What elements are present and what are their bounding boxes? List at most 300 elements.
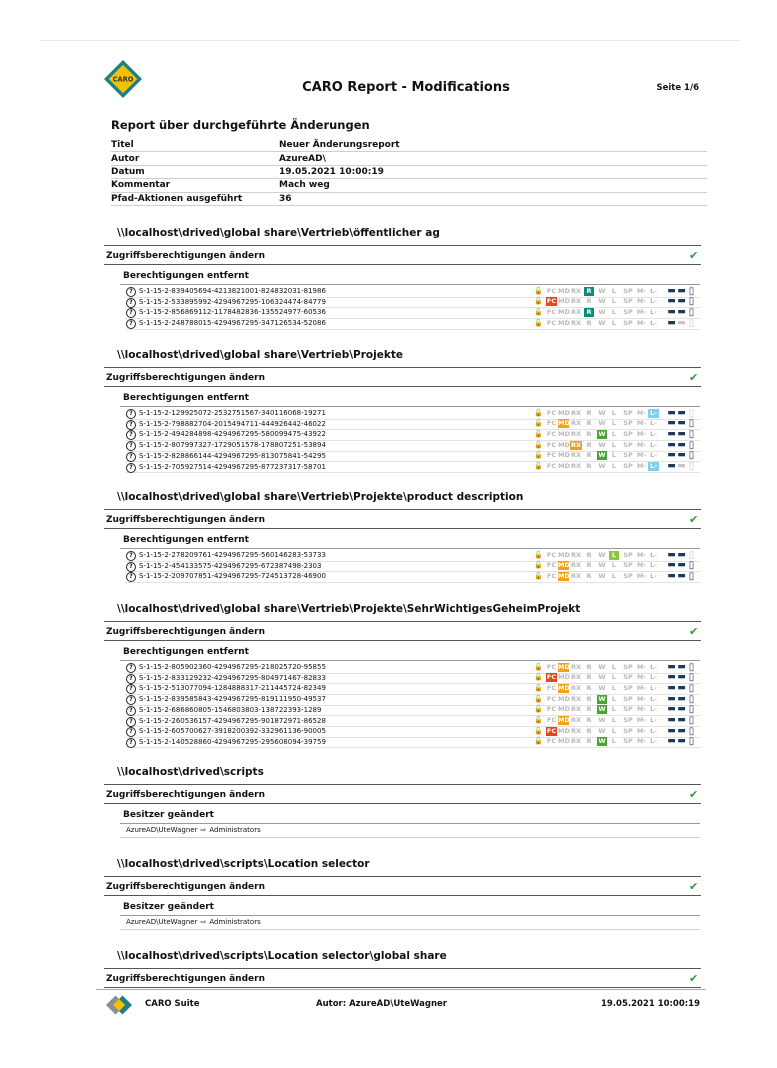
perm-flag-ml: L- <box>650 307 657 316</box>
perm-flag-l: L <box>611 318 617 327</box>
perm-flag-sp: SP <box>623 451 633 460</box>
perm-flag-l: L <box>609 551 619 560</box>
perm-flag-mm: M- <box>636 550 647 559</box>
success-check-icon: ✔ <box>689 880 699 893</box>
perm-flag-md: MD <box>558 694 570 703</box>
perm-flag-mm: M- <box>636 726 647 735</box>
lock-icon: 🔓 <box>534 561 543 570</box>
perm-flag-rx: RX <box>570 737 582 746</box>
perm-flag-r: R <box>586 726 592 735</box>
perm-flag-md: MD <box>558 462 570 470</box>
path-heading: \\localhost\drived\global share\Vertrieb\Projekte <box>117 349 403 361</box>
action-divider <box>104 895 701 896</box>
perm-flag-rx: RX <box>570 462 582 470</box>
folder-open-icon: ▬ <box>677 570 686 581</box>
perm-flag-fc: FC <box>546 673 557 682</box>
perm-flag-fc: FC <box>546 705 557 714</box>
lock-icon: 🔓 <box>534 307 543 316</box>
file-icon: ▯ <box>688 693 695 705</box>
file-icon: ▯ <box>688 682 695 694</box>
summary-key: Autor <box>111 152 279 165</box>
perm-flag-l: L <box>611 673 617 682</box>
sub-divider <box>120 660 700 661</box>
folder-icon: ▬ <box>667 306 676 317</box>
perm-flag-l: L <box>611 419 617 428</box>
perm-flag-fc: FC <box>546 429 557 438</box>
perm-flag-ml: L- <box>650 297 657 306</box>
file-icon: ▯ <box>688 428 695 440</box>
file-icon: ▯ <box>688 439 695 451</box>
perm-flag-rx: RX <box>570 297 582 306</box>
lock-icon: 🔓 <box>534 318 543 327</box>
lock-icon: 🔓 <box>534 683 543 692</box>
perm-flag-sp: SP <box>623 705 633 714</box>
action-heading: Zugriffsberechtigungen ändern <box>106 515 265 525</box>
perm-flag-fc: FC <box>546 297 557 306</box>
unknown-sid-icon: ? <box>126 452 136 462</box>
summary-row <box>111 152 707 165</box>
action-heading: Zugriffsberechtigungen ändern <box>106 882 265 892</box>
perm-flag-sp: SP <box>623 286 633 295</box>
perm-flag-md: MD <box>558 429 570 438</box>
path-divider <box>104 367 701 368</box>
folder-open-icon: ▬ <box>677 407 686 418</box>
perm-flag-ml: L- <box>650 286 657 295</box>
lock-icon: 🔓 <box>534 462 543 470</box>
sid-label: S-1-15-2-454133575-4294967295-672387498-2303 <box>139 561 322 570</box>
unknown-sid-icon: ? <box>126 409 136 419</box>
perm-flag-r: R <box>584 287 594 296</box>
perm-flag-rx: RX <box>570 694 582 703</box>
perm-flag-mm: M- <box>636 307 647 316</box>
unknown-sid-icon: ? <box>126 727 136 737</box>
perm-flag-w: W <box>598 662 606 671</box>
summary-value: AzureAD\ <box>279 152 707 165</box>
action-divider <box>104 803 701 804</box>
owner-divider <box>120 929 700 930</box>
perm-flag-ml: L- <box>648 462 659 471</box>
file-icon: ▯ <box>688 461 695 472</box>
folder-icon: ▬ <box>667 725 676 736</box>
summary-value: 19.05.2021 10:00:19 <box>279 165 707 178</box>
arrow-right-icon: ⇨ <box>200 918 207 926</box>
owner-from: AzureAD\UteWagner <box>126 918 198 926</box>
perm-flag-sp: SP <box>623 419 633 428</box>
folder-open-icon: ▬ <box>677 439 686 450</box>
perm-flag-rx: RX <box>570 571 582 580</box>
folder-open-icon: ▬ <box>677 296 686 307</box>
success-check-icon: ✔ <box>689 625 699 638</box>
sub-heading: Besitzer geändert <box>123 902 214 912</box>
sid-label: S-1-15-2-798882704-2015494711-444926442-46022 <box>139 419 326 428</box>
action-divider <box>104 264 701 265</box>
perm-flag-fc: FC <box>546 726 557 735</box>
sid-label: S-1-15-2-856869112-1178482836-135524977-60536 <box>139 308 326 317</box>
perm-flag-w: W <box>598 408 606 417</box>
perm-flag-mm: M- <box>636 419 647 428</box>
file-icon: ▯ <box>688 715 695 726</box>
perm-flag-sp: SP <box>623 571 633 580</box>
perm-flag-w: W <box>598 307 606 316</box>
perm-flag-mm: M- <box>636 737 647 746</box>
perm-flag-mm: M- <box>636 429 647 438</box>
unknown-sid-icon: ? <box>126 319 136 329</box>
unknown-sid-icon: ? <box>126 706 136 716</box>
folder-open-icon: ▬ <box>677 560 686 571</box>
sid-label: S-1-15-2-260536157-4294967295-901872971-86528 <box>139 716 326 725</box>
unknown-sid-icon: ? <box>126 663 136 673</box>
sid-label: S-1-15-2-533895992-4294967295-106324474-84779 <box>139 297 326 306</box>
summary-key: Pfad-Aktionen ausgeführt <box>111 192 279 205</box>
perm-flag-r: R <box>586 694 592 703</box>
sub-divider <box>120 548 700 549</box>
perm-flag-md: MD <box>558 561 570 570</box>
summary-value: Mach weg <box>279 179 707 192</box>
lock-icon: 🔓 <box>534 429 543 438</box>
path-heading: \\localhost\drived\scripts\Location selector\global share <box>117 950 447 962</box>
perm-flag-r: R <box>586 550 592 559</box>
lock-icon: 🔓 <box>534 716 543 724</box>
action-divider <box>104 640 701 641</box>
unknown-sid-icon: ? <box>126 463 136 473</box>
perm-flag-md: MD <box>558 297 570 306</box>
file-icon: ▯ <box>688 725 695 737</box>
perm-flag-ml: L- <box>650 705 657 714</box>
perm-flag-rx: RX <box>570 440 582 449</box>
perm-flag-md: MD <box>558 451 570 460</box>
lock-icon: 🔓 <box>534 571 543 580</box>
unknown-sid-icon: ? <box>126 695 136 705</box>
perm-flag-w: W <box>598 550 606 559</box>
perm-flag-sp: SP <box>623 307 633 316</box>
sid-label: S-1-15-2-839405694-4213821001-824832031-81986 <box>139 287 326 295</box>
lock-icon: 🔓 <box>534 440 543 449</box>
perm-flag-sp: SP <box>623 550 633 559</box>
folder-icon: ▬ <box>667 407 676 418</box>
sid-label: S-1-15-2-805902360-4294967295-218025720-95855 <box>139 663 326 671</box>
sub-heading: Besitzer geändert <box>123 810 214 820</box>
perm-flag-mm: M- <box>636 318 647 327</box>
perm-flag-mm: M- <box>636 683 647 692</box>
perm-flag-r: R <box>586 408 592 417</box>
action-heading: Zugriffsberechtigungen ändern <box>106 251 265 261</box>
folder-open-icon: ▬ <box>677 661 686 672</box>
svg-text:CARO: CARO <box>112 75 134 84</box>
sid-label: S-1-15-2-605700627-3918200392-332961136-90005 <box>139 727 326 736</box>
summary-table <box>111 139 707 206</box>
folder-icon: ▬ <box>667 549 676 560</box>
perm-flag-fc: FC <box>546 694 557 703</box>
perm-flag-fc: FC <box>546 286 557 295</box>
perm-flag-mm: M- <box>636 451 647 460</box>
perm-flag-md: MD <box>558 550 570 559</box>
perm-flag-rx: RX <box>570 318 582 327</box>
perm-flag-fc: FC <box>546 550 557 559</box>
perm-flag-rx: RX <box>570 451 582 460</box>
perm-flag-w: W <box>598 683 606 692</box>
perm-flag-fc: FC <box>546 662 557 671</box>
footer-author: Autor: AzureAD\UteWagner <box>316 999 447 1009</box>
perm-flag-w: W <box>598 726 606 735</box>
perm-flag-r: R <box>586 440 592 449</box>
unknown-sid-icon: ? <box>126 674 136 684</box>
perm-flag-rx: RX <box>570 561 582 570</box>
folder-open-icon: ▬ <box>677 549 686 560</box>
sid-label: S-1-15-2-807997327-1729051578-178807251-53894 <box>139 441 326 450</box>
perm-flag-rx: RX <box>570 716 582 724</box>
success-check-icon: ✔ <box>689 371 699 384</box>
sub-heading: Berechtigungen entfernt <box>123 647 249 657</box>
perm-flag-ml: L- <box>650 451 657 460</box>
sid-label: S-1-15-2-248788015-4294967295-347126534-52086 <box>139 319 326 328</box>
perm-flag-sp: SP <box>623 318 633 327</box>
perm-flag-l: L <box>611 737 617 746</box>
perm-flag-md: MD <box>558 737 570 746</box>
unknown-sid-icon: ? <box>126 441 136 451</box>
perm-flag-ml: L- <box>650 694 657 703</box>
file-icon: ▯ <box>688 407 695 419</box>
perm-flag-mm: M- <box>636 716 647 724</box>
perm-flag-r: R <box>584 308 594 317</box>
permission-row <box>126 737 700 749</box>
sid-label: S-1-15-2-129925072-2532751567-340116068-19271 <box>139 409 326 417</box>
perm-flag-l: L <box>611 408 617 417</box>
perm-flag-rx: RX <box>570 286 582 295</box>
perm-flag-rx: RX <box>570 419 582 428</box>
folder-open-icon: ▬ <box>677 306 686 317</box>
perm-flag-md: MD <box>558 726 570 735</box>
footer-divider <box>96 989 706 990</box>
folder-icon: ▬ <box>667 296 676 307</box>
folder-icon: ▬ <box>667 285 676 296</box>
perm-flag-w: W <box>598 737 606 746</box>
perm-flag-l: L <box>611 662 617 671</box>
perm-flag-sp: SP <box>623 737 633 746</box>
sid-label: S-1-15-2-494284898-4294967295-580099475-43922 <box>139 430 326 439</box>
perm-flag-l: L <box>611 462 617 470</box>
summary-key: Kommentar <box>111 179 279 192</box>
folder-icon: ▬ <box>667 428 676 439</box>
perm-flag-r: R <box>586 737 592 746</box>
unknown-sid-icon: ? <box>126 717 136 727</box>
perm-flag-l: L <box>611 451 617 460</box>
perm-flag-l: L <box>611 716 617 724</box>
sid-label: S-1-15-2-833129232-4294967295-804971467-82833 <box>139 673 326 682</box>
perm-flag-md: MD <box>558 683 570 692</box>
folder-open-icon: ▬ <box>677 693 686 704</box>
sid-label: S-1-15-2-513077094-1284888317-211445724-82349 <box>139 684 326 693</box>
perm-flag-md: MD <box>558 705 570 714</box>
perm-flag-sp: SP <box>623 408 633 417</box>
perm-flag-fc: FC <box>546 683 557 692</box>
perm-flag-ml: L- <box>650 571 657 580</box>
report-title: CARO Report - Modifications <box>302 80 510 95</box>
file-icon: ▯ <box>688 661 695 673</box>
perm-flag-w: W <box>598 451 606 460</box>
perm-flag-md: MD <box>558 673 570 682</box>
unknown-sid-icon: ? <box>126 572 136 582</box>
lock-icon: 🔓 <box>534 673 543 682</box>
lock-icon: 🔓 <box>534 408 543 417</box>
perm-flag-ml: L- <box>650 561 657 570</box>
file-icon: ▯ <box>688 672 695 684</box>
perm-flag-l: L <box>611 307 617 316</box>
perm-flag-rx: RX <box>570 429 582 438</box>
page-top-edge <box>40 40 740 41</box>
perm-flag-ml: L- <box>650 550 657 559</box>
perm-flag-ml: L- <box>650 318 657 327</box>
action-divider <box>104 987 701 988</box>
perm-flag-rx: RX <box>570 683 582 692</box>
success-check-icon: ✔ <box>689 249 699 262</box>
sub-divider <box>120 284 700 285</box>
folder-open-icon: ▬ <box>677 418 686 429</box>
perm-flag-ml: L- <box>650 726 657 735</box>
action-divider <box>104 528 701 529</box>
perm-flag-l: L <box>611 683 617 692</box>
perm-flag-rx: RX <box>570 673 582 682</box>
summary-value: Neuer Änderungsreport <box>279 139 707 152</box>
sid-label: S-1-15-2-278209761-4294967295-560146283-53733 <box>139 551 326 559</box>
folder-open-icon: ▬ <box>677 682 686 693</box>
summary-value: 36 <box>279 192 707 205</box>
sid-label: S-1-15-2-209707851-4294967295-724513728-46900 <box>139 572 326 581</box>
arrow-right-icon: ⇨ <box>200 826 207 834</box>
lock-icon: 🔓 <box>534 419 543 428</box>
sub-heading: Berechtigungen entfernt <box>123 535 249 545</box>
folder-icon: ▬ <box>667 570 676 581</box>
perm-flag-w: W <box>598 440 606 449</box>
perm-flag-fc: FC <box>546 462 557 470</box>
perm-flag-mm: M- <box>636 297 647 306</box>
perm-flag-w: W <box>598 286 606 295</box>
owner-divider <box>120 837 700 838</box>
perm-flag-ml: L- <box>650 440 657 449</box>
perm-flag-rx: RX <box>570 662 582 671</box>
perm-flag-r: R <box>586 716 592 724</box>
perm-flag-l: L <box>611 440 617 449</box>
folder-icon: ▬ <box>667 418 676 429</box>
path-divider <box>104 245 701 246</box>
folder-icon: ▬ <box>667 682 676 693</box>
permission-row <box>126 571 700 583</box>
folder-open-icon: ▬ <box>677 704 686 715</box>
footer-date: 19.05.2021 10:00:19 <box>600 999 700 1009</box>
perm-flag-sp: SP <box>623 440 633 449</box>
perm-flag-sp: SP <box>623 297 633 306</box>
owner-change-row <box>126 826 261 834</box>
folder-open-icon: ▬ <box>677 461 686 471</box>
perm-flag-r: R <box>586 318 592 327</box>
file-icon: ▯ <box>688 285 695 297</box>
folder-open-icon: ▬ <box>677 736 686 747</box>
perm-flag-sp: SP <box>623 462 633 470</box>
perm-flag-ml: L- <box>650 419 657 428</box>
perm-flag-r: R <box>586 683 592 692</box>
perm-flag-fc: FC <box>546 408 557 417</box>
perm-flag-sp: SP <box>623 673 633 682</box>
sid-label: S-1-15-2-140528860-4294967295-295608094-39759 <box>139 737 326 746</box>
success-check-icon: ✔ <box>689 788 699 801</box>
perm-flag-rx: RX <box>570 307 582 316</box>
perm-flag-fc: FC <box>546 561 557 570</box>
owner-change-row <box>126 918 261 926</box>
lock-icon: 🔓 <box>534 705 543 714</box>
file-icon: ▯ <box>688 560 695 572</box>
perm-flag-w: W <box>598 462 606 470</box>
sid-label: S-1-15-2-686860805-1546803803-138722393-1289 <box>139 705 322 714</box>
perm-flag-r: R <box>586 662 592 671</box>
perm-flag-ml: L- <box>650 662 657 671</box>
perm-flag-r: R <box>586 673 592 682</box>
perm-flag-mm: M- <box>636 694 647 703</box>
success-check-icon: ✔ <box>689 972 699 985</box>
perm-flag-fc: FC <box>546 318 557 327</box>
perm-flag-sp: SP <box>623 726 633 735</box>
perm-flag-w: W <box>598 705 606 714</box>
perm-flag-mm: M- <box>636 561 647 570</box>
perm-flag-w: W <box>598 297 606 306</box>
perm-flag-w: W <box>598 694 606 703</box>
perm-flag-w: W <box>598 716 606 724</box>
folder-icon: ▬ <box>667 693 676 704</box>
perm-flag-md: MD <box>558 419 570 428</box>
sid-label: S-1-15-2-705927514-4294967295-877237317-58701 <box>139 462 326 471</box>
perm-flag-md: MD <box>558 571 570 580</box>
perm-flag-rx: RX <box>570 726 582 735</box>
folder-open-icon: ▬ <box>677 428 686 439</box>
perm-flag-ml: L- <box>650 716 657 724</box>
owner-from: AzureAD\UteWagner <box>126 826 198 834</box>
perm-flag-r: R <box>586 419 592 428</box>
folder-icon: ▬ <box>667 715 676 725</box>
owner-to: Administrators <box>209 826 261 834</box>
perm-flag-md: MD <box>558 440 570 449</box>
perm-flag-sp: SP <box>623 683 633 692</box>
perm-flag-w: W <box>598 673 606 682</box>
permission-row <box>126 318 700 330</box>
success-check-icon: ✔ <box>689 513 699 526</box>
perm-flag-r: R <box>586 297 592 306</box>
path-heading: \\localhost\drived\global share\Vertrieb\öffentlicher ag <box>117 227 440 239</box>
file-icon: ▯ <box>688 736 695 748</box>
sub-heading: Berechtigungen entfernt <box>123 271 249 281</box>
perm-flag-r: R <box>586 571 592 580</box>
folder-open-icon: ▬ <box>677 317 686 328</box>
folder-icon: ▬ <box>667 317 676 328</box>
folder-icon: ▬ <box>667 439 676 450</box>
perm-flag-md: MD <box>558 716 570 724</box>
lock-icon: 🔓 <box>534 737 543 746</box>
unknown-sid-icon: ? <box>126 430 136 440</box>
perm-flag-r: R <box>586 561 592 570</box>
perm-flag-md: MD <box>558 318 570 327</box>
file-icon: ▯ <box>688 570 695 582</box>
perm-flag-fc: FC <box>546 571 557 580</box>
perm-flag-fc: FC <box>546 451 557 460</box>
perm-flag-l: L <box>611 286 617 295</box>
perm-flag-rx: RX <box>570 705 582 714</box>
folder-icon: ▬ <box>667 736 676 747</box>
perm-flag-rx: RX <box>570 408 582 417</box>
folder-icon: ▬ <box>667 560 676 571</box>
unknown-sid-icon: ? <box>126 562 136 572</box>
path-divider <box>104 876 701 877</box>
footer-brand: CARO Suite <box>145 999 200 1009</box>
unknown-sid-icon: ? <box>126 738 136 748</box>
perm-flag-fc: FC <box>546 419 557 428</box>
perm-flag-r: R <box>586 451 592 460</box>
